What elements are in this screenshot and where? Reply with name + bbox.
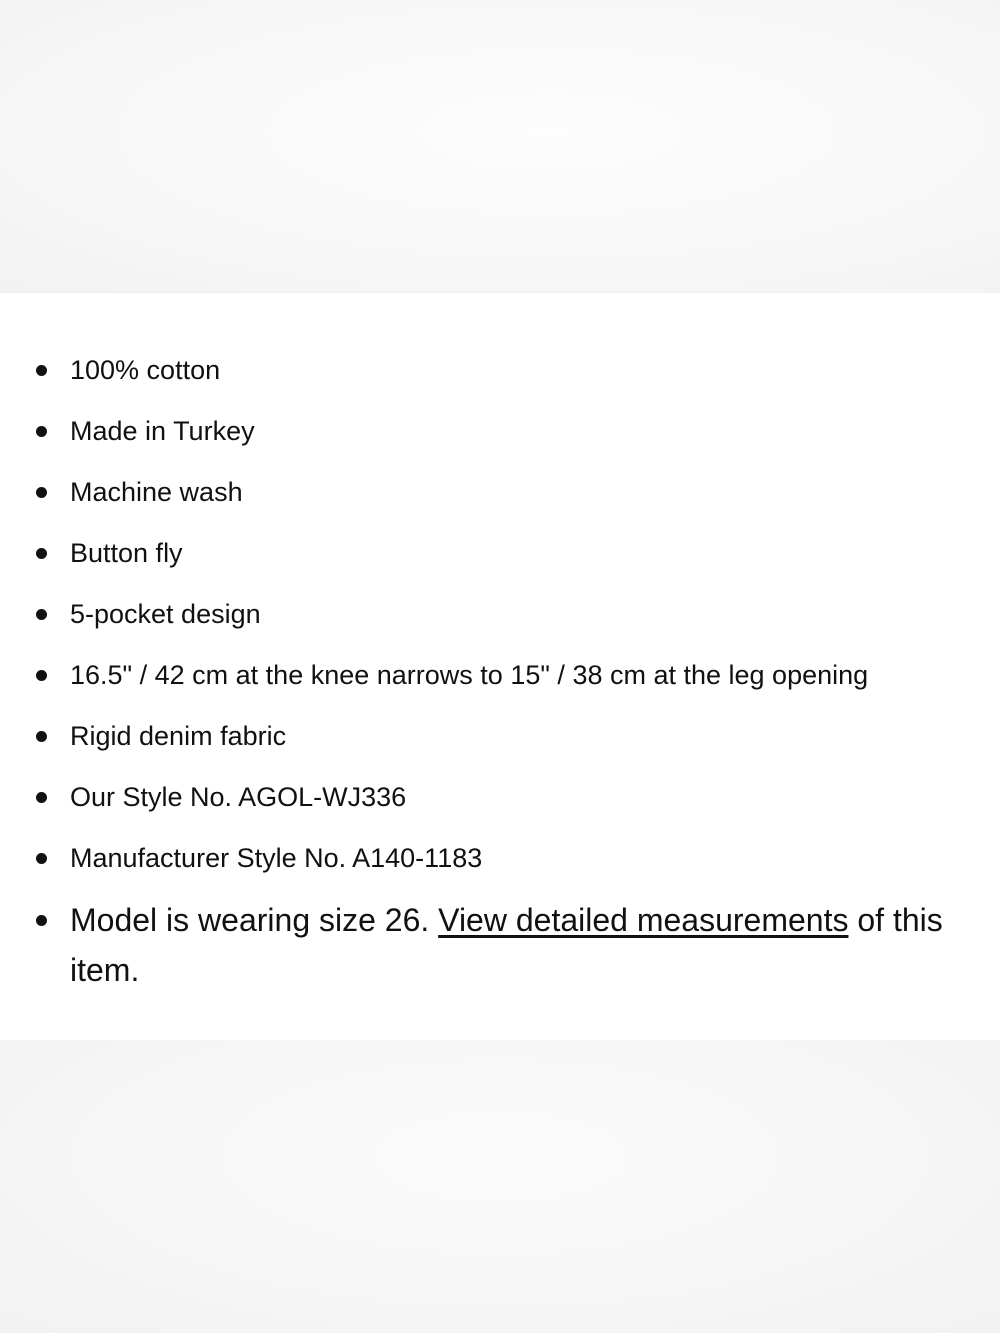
product-image-area-bottom [0,1040,1000,1333]
bullet-icon [36,426,47,437]
detail-item-fabric [0,706,1000,767]
model-size-text: Model is wearing size 26. [70,902,439,938]
view-measurements-link[interactable]: View detailed measurements [438,902,849,938]
detail-item-origin [0,401,1000,462]
bullet-icon [36,792,47,803]
detail-item-material [0,340,1000,401]
bullet-icon [36,365,47,376]
detail-item-pockets [0,584,1000,645]
detail-text: Our Style No. AGOL-WJ336 [70,782,407,812]
product-details-section [0,340,1000,995]
detail-text: Button fly [70,538,183,568]
detail-item-model-size [0,895,1000,995]
bullet-icon [36,731,47,742]
detail-text: 100% cotton [70,355,221,385]
bullet-icon [36,609,47,620]
divider [0,292,840,293]
detail-text: 16.5" / 42 cm at the knee narrows to 15" / 38 cm at the leg opening [70,660,869,690]
detail-text: Manufacturer Style No. A140-1183 [70,843,483,873]
detail-item-fit [0,645,1000,706]
bullet-icon [36,548,47,559]
bullet-icon [36,853,47,864]
detail-text: Rigid denim fabric [70,721,287,751]
detail-item-closure [0,523,1000,584]
detail-text: 5-pocket design [70,599,261,629]
detail-item-care [0,462,1000,523]
bullet-icon [36,670,47,681]
detail-item-style-number [0,767,1000,828]
bullet-icon [36,915,47,926]
product-details-list [0,340,1000,995]
product-image-area-top [0,0,1000,293]
detail-item-manufacturer-style [0,828,1000,889]
detail-text: Machine wash [70,477,243,507]
bullet-icon [36,487,47,498]
model-size-suffix: of this item. [70,902,943,988]
detail-text: Made in Turkey [70,416,255,446]
